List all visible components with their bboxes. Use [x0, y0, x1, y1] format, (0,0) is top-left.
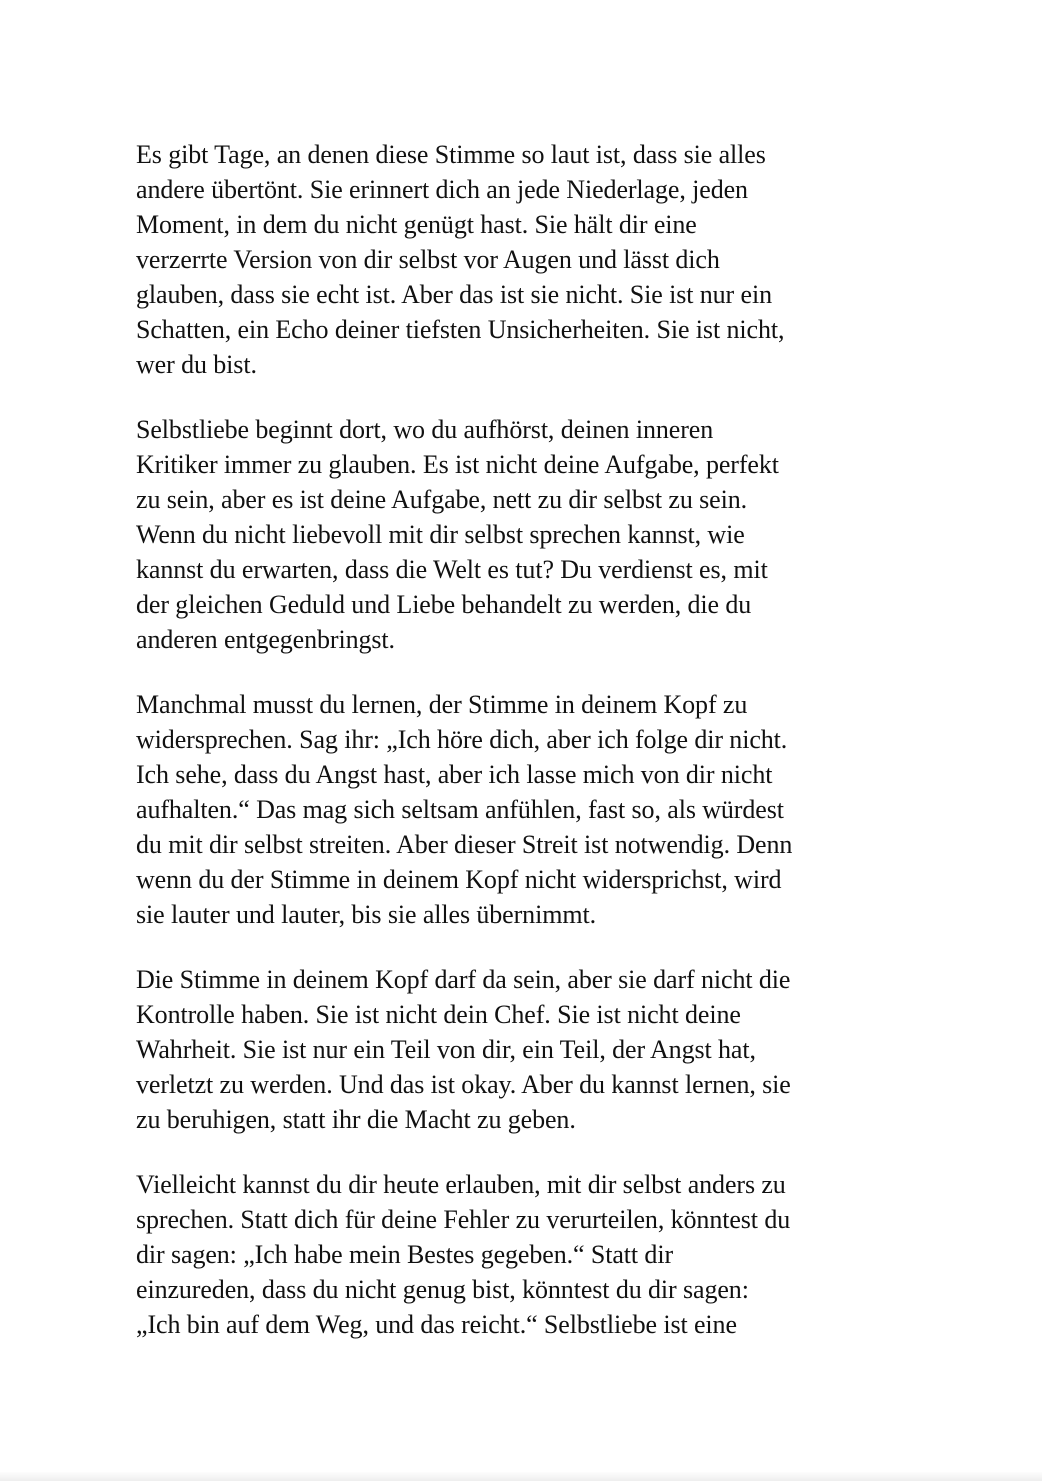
text-line: Es gibt Tage, an denen diese Stimme so laut ist, dass sie alles	[136, 140, 766, 169]
text-line: „Ich bin auf dem Weg, und das reicht.“ Selbstliebe ist eine	[136, 1310, 737, 1339]
paragraph-4	[136, 962, 936, 1137]
text-line: Vielleicht kannst du dir heute erlauben, mit dir selbst anders zu	[136, 1170, 786, 1199]
text-line: Manchmal musst du lernen, der Stimme in deinem Kopf zu	[136, 690, 748, 719]
paragraph-5	[136, 1167, 936, 1342]
text-line: Kritiker immer zu glauben. Es ist nicht deine Aufgabe, perfekt	[136, 450, 779, 479]
text-line: kannst du erwarten, dass die Welt es tut? Du verdienst es, mit	[136, 555, 768, 584]
text-line: zu beruhigen, statt ihr die Macht zu geben.	[136, 1105, 576, 1134]
text-line: anderen entgegenbringst.	[136, 625, 395, 654]
text-line: Die Stimme in deinem Kopf darf da sein, aber sie darf nicht die	[136, 965, 791, 994]
text-line: Schatten, ein Echo deiner tiefsten Unsicherheiten. Sie ist nicht,	[136, 315, 785, 344]
page-bottom-edge	[0, 1472, 1042, 1481]
text-line: Ich sehe, dass du Angst hast, aber ich lasse mich von dir nicht	[136, 760, 773, 789]
text-line: wenn du der Stimme in deinem Kopf nicht widersprichst, wird	[136, 865, 782, 894]
text-line: wer du bist.	[136, 350, 257, 379]
text-line: Selbstliebe beginnt dort, wo du aufhörst, deinen inneren	[136, 415, 714, 444]
text-line: glauben, dass sie echt ist. Aber das ist sie nicht. Sie ist nur ein	[136, 280, 772, 309]
text-line: Wenn du nicht liebevoll mit dir selbst sprechen kannst, wie	[136, 520, 745, 549]
text-line: Wahrheit. Sie ist nur ein Teil von dir, ein Teil, der Angst hat,	[136, 1035, 756, 1064]
text-line: zu sein, aber es ist deine Aufgabe, nett zu dir selbst zu sein.	[136, 485, 748, 514]
text-line: Moment, in dem du nicht genügt hast. Sie hält dir eine	[136, 210, 697, 239]
text-line: sprechen. Statt dich für deine Fehler zu verurteilen, könntest du	[136, 1205, 791, 1234]
text-line: dir sagen: „Ich habe mein Bestes gegeben.“ Statt dir	[136, 1240, 674, 1269]
text-line: einzureden, dass du nicht genug bist, könntest du dir sagen:	[136, 1275, 749, 1304]
text-line: aufhalten.“ Das mag sich seltsam anfühlen, fast so, als würdest	[136, 795, 784, 824]
text-line: andere übertönt. Sie erinnert dich an jede Niederlage, jeden	[136, 175, 748, 204]
text-line: der gleichen Geduld und Liebe behandelt zu werden, die du	[136, 590, 752, 619]
text-line: verzerrte Version von dir selbst vor Augen und lässt dich	[136, 245, 720, 274]
text-line: verletzt zu werden. Und das ist okay. Aber du kannst lernen, sie	[136, 1070, 791, 1099]
text-line: Kontrolle haben. Sie ist nicht dein Chef. Sie ist nicht deine	[136, 1000, 741, 1029]
text-line: sie lauter und lauter, bis sie alles übernimmt.	[136, 900, 596, 929]
text-line: widersprechen. Sag ihr: „Ich höre dich, aber ich folge dir nicht.	[136, 725, 788, 754]
paragraph-1	[136, 137, 936, 382]
text-line: du mit dir selbst streiten. Aber dieser Streit ist notwendig. Denn	[136, 830, 793, 859]
paragraph-3	[136, 687, 936, 932]
document-body	[136, 137, 936, 1372]
paragraph-2	[136, 412, 936, 657]
